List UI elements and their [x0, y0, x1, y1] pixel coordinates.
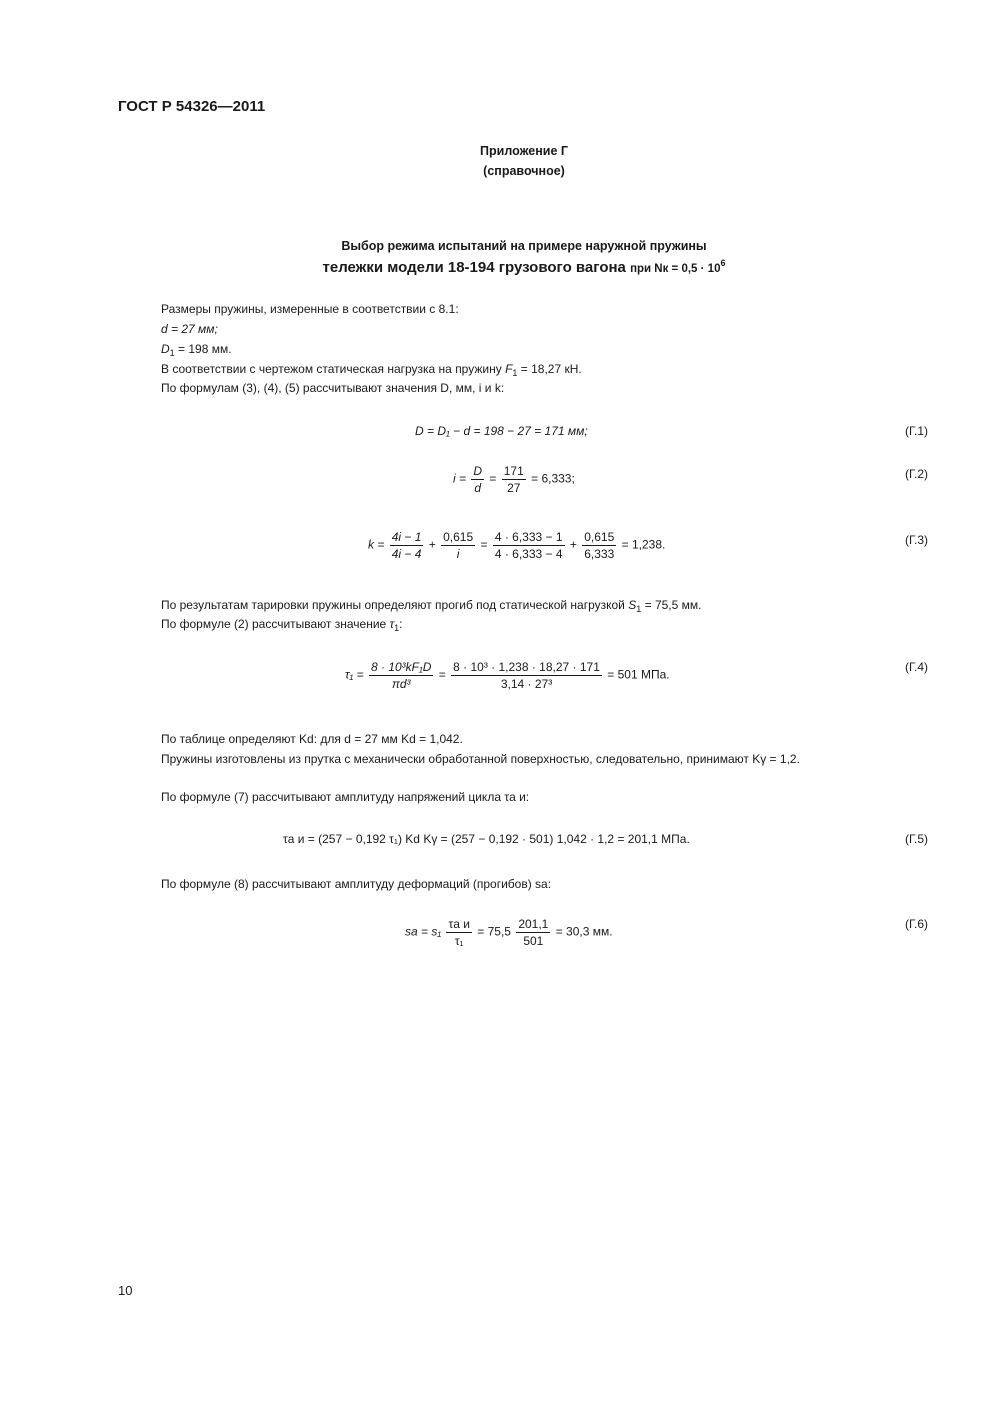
heading-exponent: 6 — [720, 258, 726, 268]
equation-g4 — [345, 660, 670, 691]
page-number: 10 — [118, 1283, 133, 1298]
text: В соответствии с чертежом статическая нагрузка на пружину — [161, 362, 506, 376]
fraction: $\frac{4 \cdot 6,333 - 1}{4 \cdot 6,333 - 4}$ — [494, 530, 563, 561]
symbol-D: D — [161, 342, 170, 356]
equation-number-g1: (Г.1) — [904, 424, 928, 438]
fraction: $\frac{0,615}{6,333}$ — [584, 530, 615, 561]
paragraph-amplitude-stress: По формуле (7) рассчитывают амплитуду напряжений цикла τа и: — [161, 790, 530, 804]
equation-g2 — [453, 464, 575, 495]
eq-rhs: = 501 МПа. — [607, 667, 670, 682]
paragraph-kd: По таблице определяют Kd: для d = 27 мм Kd = 1,042. — [161, 732, 463, 746]
eq-sign: = — [480, 537, 488, 552]
fraction: $\frac{4i - 1}{4i - 4}$ — [391, 530, 422, 561]
section-heading-line1: Выбор режима испытаний на примере наружной пружины — [341, 239, 707, 253]
equation-g3 — [368, 530, 665, 561]
equation-g6 — [405, 917, 613, 948]
paragraph-dimensions: Размеры пружины, измеренные в соответствии с 8.1: — [161, 302, 459, 316]
subscript: 1 — [169, 348, 175, 358]
eq-mid: = 75,5 — [477, 924, 511, 939]
text: Пружины изготовлены из прутка с механически обработанной поверхностью, следовательно, принимают Kγ = 1,2. — [161, 752, 800, 766]
symbol-tau: τ — [389, 617, 395, 631]
eq-lhs: i = — [453, 471, 467, 486]
text: По результатам тарировки пружины определяют прогиб под статической нагрузкой — [161, 598, 629, 612]
paragraph-amplitude-deflection: По формуле (8) рассчитывают амплитуду деформаций (прогибов) sа: — [161, 877, 552, 891]
equation-g5: τа и = (257 − 0,192 τ₁) Kd Kγ = (257 − 0,192 · 501) 1,042 · 1,2 = 201,1 МПа. — [283, 832, 690, 846]
equation-g1: D = D₁ − d = 198 − 27 = 171 мм; — [415, 424, 588, 438]
eq-rhs: = 1,238. — [621, 537, 666, 552]
paragraph-tau1 — [161, 617, 402, 633]
paragraph-formulas: По формулам (3), (4), (5) рассчитывают значения D, мм, i и k: — [161, 381, 505, 395]
eq-sign: = — [489, 471, 497, 486]
fraction: $\frac{171}{27}$ — [503, 464, 524, 495]
value-text: = 18,27 кН. — [517, 362, 582, 376]
symbol-S: S — [628, 598, 637, 612]
eq-lhs: τ₁ = — [345, 667, 364, 682]
eq-rhs: = 30,3 мм. — [555, 924, 613, 939]
value-text: : — [399, 617, 403, 631]
paragraph-static-load — [161, 362, 582, 378]
equation-number-g6: (Г.6) — [904, 917, 928, 931]
fraction: $\frac{D}{d}$ — [473, 464, 483, 495]
annex-subtitle: (справочное) — [483, 164, 565, 178]
fraction: $\frac{\text{8 · 10³kF₁D}}{\text{πd³}}$ — [370, 660, 432, 691]
eq-sign: + — [428, 537, 436, 552]
eq-lhs: sа = s₁ — [405, 924, 442, 939]
paragraph-springs — [118, 750, 929, 769]
paragraph-D1 — [161, 342, 232, 358]
fraction: $\frac{0,615}{i}$ — [443, 530, 474, 561]
eq-lhs: k = — [368, 537, 385, 552]
document-id: ГОСТ Р 54326—2011 — [118, 98, 266, 115]
equation-number-g3: (Г.3) — [904, 533, 928, 547]
equation-number-g4: (Г.4) — [904, 660, 928, 674]
fraction: $\frac{201,1}{501}$ — [518, 917, 549, 948]
fraction: $\frac{\text{τа и}}{\text{τ₁}}$ — [448, 917, 470, 948]
subscript: 1 — [394, 623, 400, 633]
paragraph-d: d = 27 мм; — [161, 322, 218, 336]
eq-sign: = — [438, 667, 446, 682]
heading-condition: при Nк = 0,5 · 10 — [630, 263, 721, 275]
symbol-F: F — [505, 362, 513, 376]
equation-number-g2: (Г.2) — [904, 467, 928, 481]
equation-number-g5: (Г.5) — [904, 832, 928, 846]
fraction: $\frac{\text{8 · 10³ · 1,238 · 18,27 · 171}}{\text{3,14 · 27³}}$ — [453, 660, 600, 691]
subscript: 1 — [512, 368, 518, 378]
paragraph-deflection — [161, 598, 701, 614]
value-text: = 198 мм. — [174, 342, 232, 356]
text: По формуле (2) рассчитывают значение — [161, 617, 390, 631]
annex-title: Приложение Г — [480, 144, 568, 158]
value-text: = 75,5 мм. — [641, 598, 702, 612]
subscript: 1 — [636, 604, 642, 614]
section-heading-line2 — [0, 258, 1000, 276]
eq-rhs: = 6,333; — [531, 471, 575, 486]
eq-sign: + — [569, 537, 577, 552]
heading-main-text: тележки модели 18-194 грузового вагона — [322, 259, 626, 276]
